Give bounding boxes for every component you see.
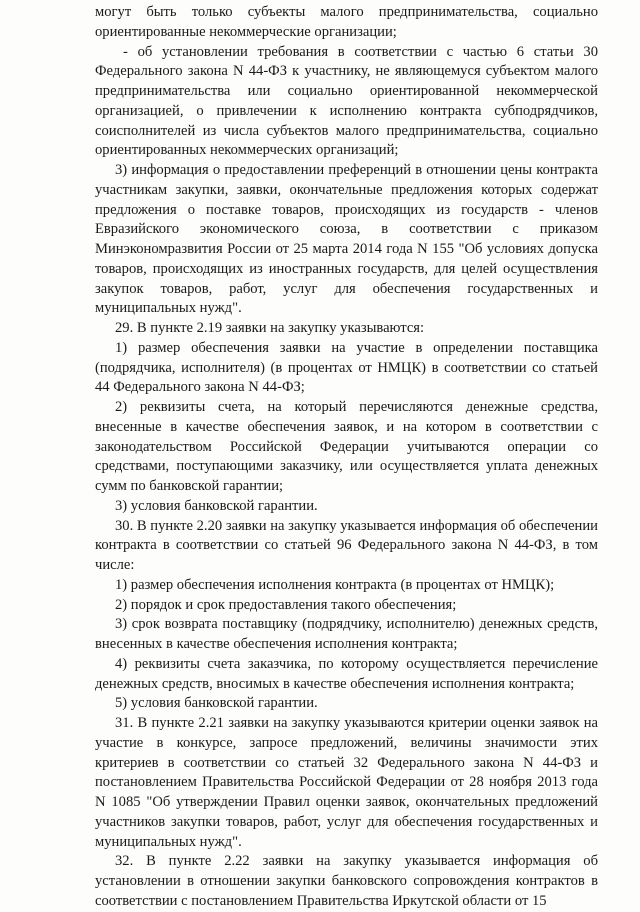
paragraph-29-item-3: 3) условия банковской гарантии. [115, 497, 318, 514]
paragraph-31: 31. В пункте 2.21 заявки на закупку указываются критерии оценки заявок на участие в конкурсе, запросе предложений, величины значимости этих критериев в соответствии со статьей 32 Федерального закона N 44-ФЗ и постановлением Правительства Российской Федерации от 28 ноября 2013 года N 1085 "Об утверждении Правил оценки заявок, окончательных предложений участников закупки товаров, работ, услуг для обеспечения государственных и муниципальных нужд". [95, 715, 598, 850]
paragraph-30-heading: 30. В пункте 2.20 заявки на закупку указывается информация об обеспечении контракта в соответствии со статьей 96 Федерального закона N 44-ФЗ, в том числе: [95, 517, 598, 573]
paragraph-continuation: могут быть только субъекты малого предпринимательства, социально ориентированные некоммерческие организации; [95, 4, 598, 40]
paragraph-29-item-2: 2) реквизиты счета, на который перечисляются денежные средства, внесенные в качестве обеспечения заявок, и на котором в соответствии с законодательством Российской Федерации учитываются операции со средствами, поступающими заказчику, или осуществляется уплата денежных сумм по банковской гарантии; [95, 399, 598, 494]
paragraph-30-item-5: 5) условия банковской гарантии. [115, 695, 318, 712]
paragraph-30-item-4: 4) реквизиты счета заказчика, по которому осуществляется перечисление денежных средств, вносимых в качестве обеспечения исполнения контракта; [95, 655, 598, 692]
paragraph-30-item-2: 2) порядок и срок предоставления такого обеспечения; [115, 596, 457, 613]
paragraph-preferences: 3) информация о предоставлении преференций в отношении цены контракта участникам закупки, заявки, окончательные предложения которых содержат предложения о поставке товаров, происходящих из государств - членов Евразийского экономического союза, в соответствии с приказом Минэкономразвития России от 25 марта 2014 года N 155 "Об условиях допуска товаров, происходящих из иностранных государств, для целей осуществления закупок товаров, работ, услуг для обеспечения государственных и муниципальных нужд". [95, 162, 598, 317]
paragraph-29-heading: 29. В пункте 2.19 заявки на закупку указываются: [115, 320, 425, 336]
paragraph-subcontractor-requirement: - об установлении требования в соответствии с частью 6 статьи 30 Федерального закона N 44-ФЗ к участнику, не являющемуся субъектом малого предпринимательства или социально ориентированной некоммерческой организацией, о привлечении к исполнению контракта субподрядчиков, соисполнителей из числа субъектов малого предпринимательства, социально ориентированных некоммерческих организаций; [95, 43, 598, 159]
paragraph-32: 32. В пункте 2.22 заявки на закупку указывается информация об установлении в отношении закупки банковского сопровождения контрактов в соответствии с постановлением Правительства Иркутской области от 15 [95, 853, 598, 909]
paragraph-30-item-1: 1) размер обеспечения исполнения контракта (в процентах от НМЦК); [115, 576, 555, 593]
paragraph-29-item-1: 1) размер обеспечения заявки на участие в определении поставщика (подрядчика, исполнителя) (в процентах от НМЦК) в соответствии со статьей 44 Федерального закона N 44-ФЗ; [95, 339, 598, 396]
paragraph-30-item-3: 3) срок возврата поставщику (подрядчику, исполнителю) денежных средств, внесенных в качестве обеспечения исполнения контракта; [95, 616, 598, 652]
